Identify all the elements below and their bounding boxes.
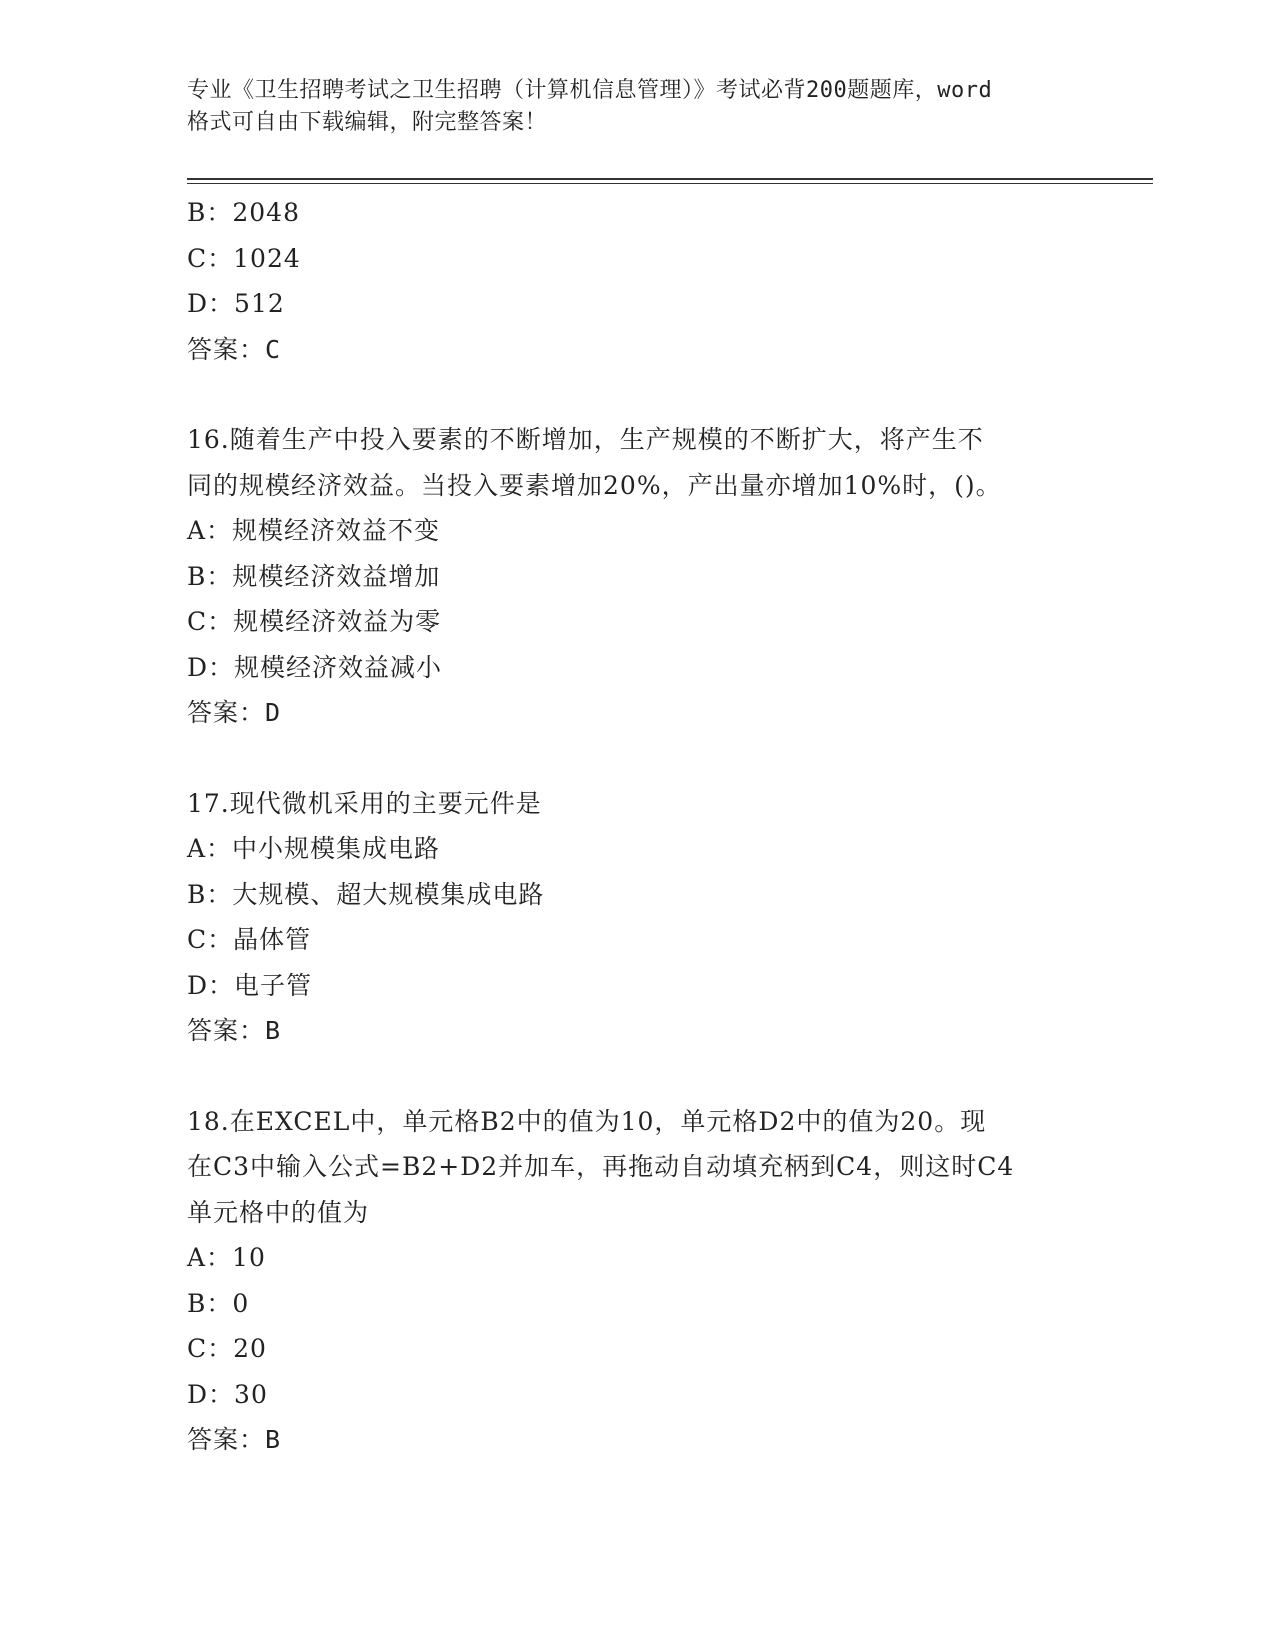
option-a: A：规模经济效益不变 [187,516,441,545]
option-a: A：10 [187,1243,266,1272]
option-b: B：规模经济效益增加 [187,561,441,591]
header-divider-thin [187,183,1153,184]
answer-line: 答案：C [187,334,282,364]
option-c: C：20 [187,1334,267,1363]
question-stem-line: 同的规模经济效益。当投入要素增加20%，产出量亦增加10%时，()。 [187,470,1002,500]
option-d: D：电子管 [187,970,313,1000]
answer-line: 答案：B [187,1425,282,1454]
question-stem-line: 16.随着生产中投入要素的不断增加，生产规模的不断扩大，将产生不 [187,425,984,454]
header-title-line-1: 专业《卫生招聘考试之卫生招聘（计算机信息管理）》考试必背200题题库，word [187,78,993,103]
option-d: D：规模经济效益减小 [187,652,443,682]
question-18 [187,1099,1087,1463]
question-16 [187,417,1087,736]
question-stem-line: 在C3中输入公式=B2+D2并加车，再拖动自动填充柄到C4，则这时C4 [187,1152,1015,1181]
option-a: A：中小规模集成电路 [187,834,441,863]
option-b: B：2048 [187,198,300,227]
document-header [187,75,1087,139]
question-stem-line: 18.在EXCEL中，单元格B2中的值为10，单元格D2中的值为20。现 [187,1106,987,1136]
prev-question-block [187,190,1087,372]
question-list [187,190,1087,1463]
option-d: D：30 [187,1379,268,1409]
option-c: C：1024 [187,243,301,273]
question-stem-line: 17.现代微机采用的主要元件是 [187,788,542,818]
option-c: C：规模经济效益为零 [187,607,442,636]
question-stem-line: 单元格中的值为 [187,1197,370,1227]
option-d: D：512 [187,289,285,318]
header-divider-thick [187,178,1153,180]
option-b: B：大规模、超大规模集成电路 [187,879,545,909]
option-b: B：0 [187,1288,250,1318]
option-c: C：晶体管 [187,925,312,954]
answer-line: 答案：B [187,1016,282,1045]
header-title-line-2: 格式可自由下载编辑，附完整答案！ [187,110,548,135]
question-17 [187,781,1087,1054]
answer-line: 答案：D [187,698,282,727]
